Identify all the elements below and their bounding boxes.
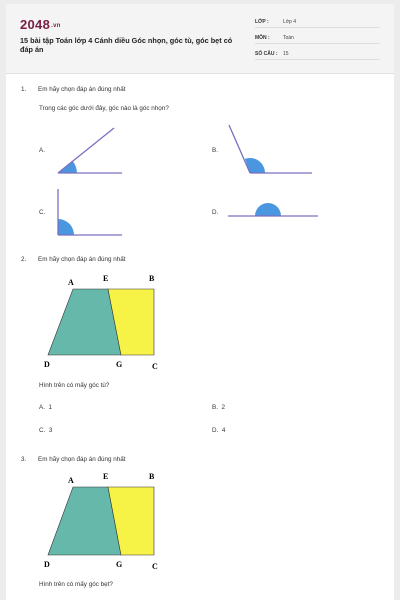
q1-option-c-label[interactable]: C. xyxy=(39,209,46,216)
q3-label-a: A xyxy=(68,476,74,485)
question-2-number: 2. xyxy=(21,256,27,263)
q1-option-b-label[interactable]: B. xyxy=(212,147,218,154)
worksheet-title: 15 bài tập Toán lớp 4 Cánh diều Góc nhọn, góc tù, góc bẹt có đáp án xyxy=(20,36,233,54)
question-1-instruction: Em hãy chọn đáp án đúng nhất xyxy=(38,86,126,93)
q2-label-a: A xyxy=(68,278,74,287)
question-1-prompt: Trong các góc dưới đây, góc nào là góc nhọn? xyxy=(39,105,169,112)
q2-option-a[interactable]: A. 1 xyxy=(39,404,52,411)
question-2-prompt: Hình trên có mấy góc tù? xyxy=(39,382,110,389)
q2-option-c[interactable]: C. 3 xyxy=(39,427,53,434)
meta-grade: LỚP : Lớp 4 xyxy=(255,16,380,28)
q3-label-b: B xyxy=(149,472,155,481)
question-3-instruction: Em hãy chọn đáp án đúng nhất xyxy=(38,456,126,463)
q2-label-b: B xyxy=(149,274,155,283)
worksheet-page xyxy=(6,4,394,600)
q3-figure xyxy=(6,4,394,600)
q2-label-c: C xyxy=(152,362,158,371)
question-3-number: 3. xyxy=(21,456,27,463)
q3-label-e: E xyxy=(103,472,109,481)
q1-option-a-label[interactable]: A. xyxy=(39,147,45,154)
site-logo[interactable]: 2048.vn xyxy=(20,17,61,32)
q3-label-g: G xyxy=(116,560,123,569)
question-1-number: 1. xyxy=(21,86,27,93)
q2-label-e: E xyxy=(103,274,109,283)
q2-option-d[interactable]: D. 4 xyxy=(212,427,226,434)
q2-label-d: D xyxy=(44,360,50,369)
q2-label-g: G xyxy=(116,360,123,369)
question-2-instruction: Em hãy chọn đáp án đúng nhất xyxy=(38,256,126,263)
meta-subject: MÔN : Toán xyxy=(255,32,380,44)
q1-option-d-label[interactable]: D. xyxy=(212,209,219,216)
q3-label-c: C xyxy=(152,562,158,571)
meta-question-count: SỐ CÂU : 15 xyxy=(255,48,380,60)
q2-option-b[interactable]: B. 2 xyxy=(212,404,225,411)
q3-label-d: D xyxy=(44,560,50,569)
question-3-prompt: Hình trên có mấy góc bẹt? xyxy=(39,581,113,588)
